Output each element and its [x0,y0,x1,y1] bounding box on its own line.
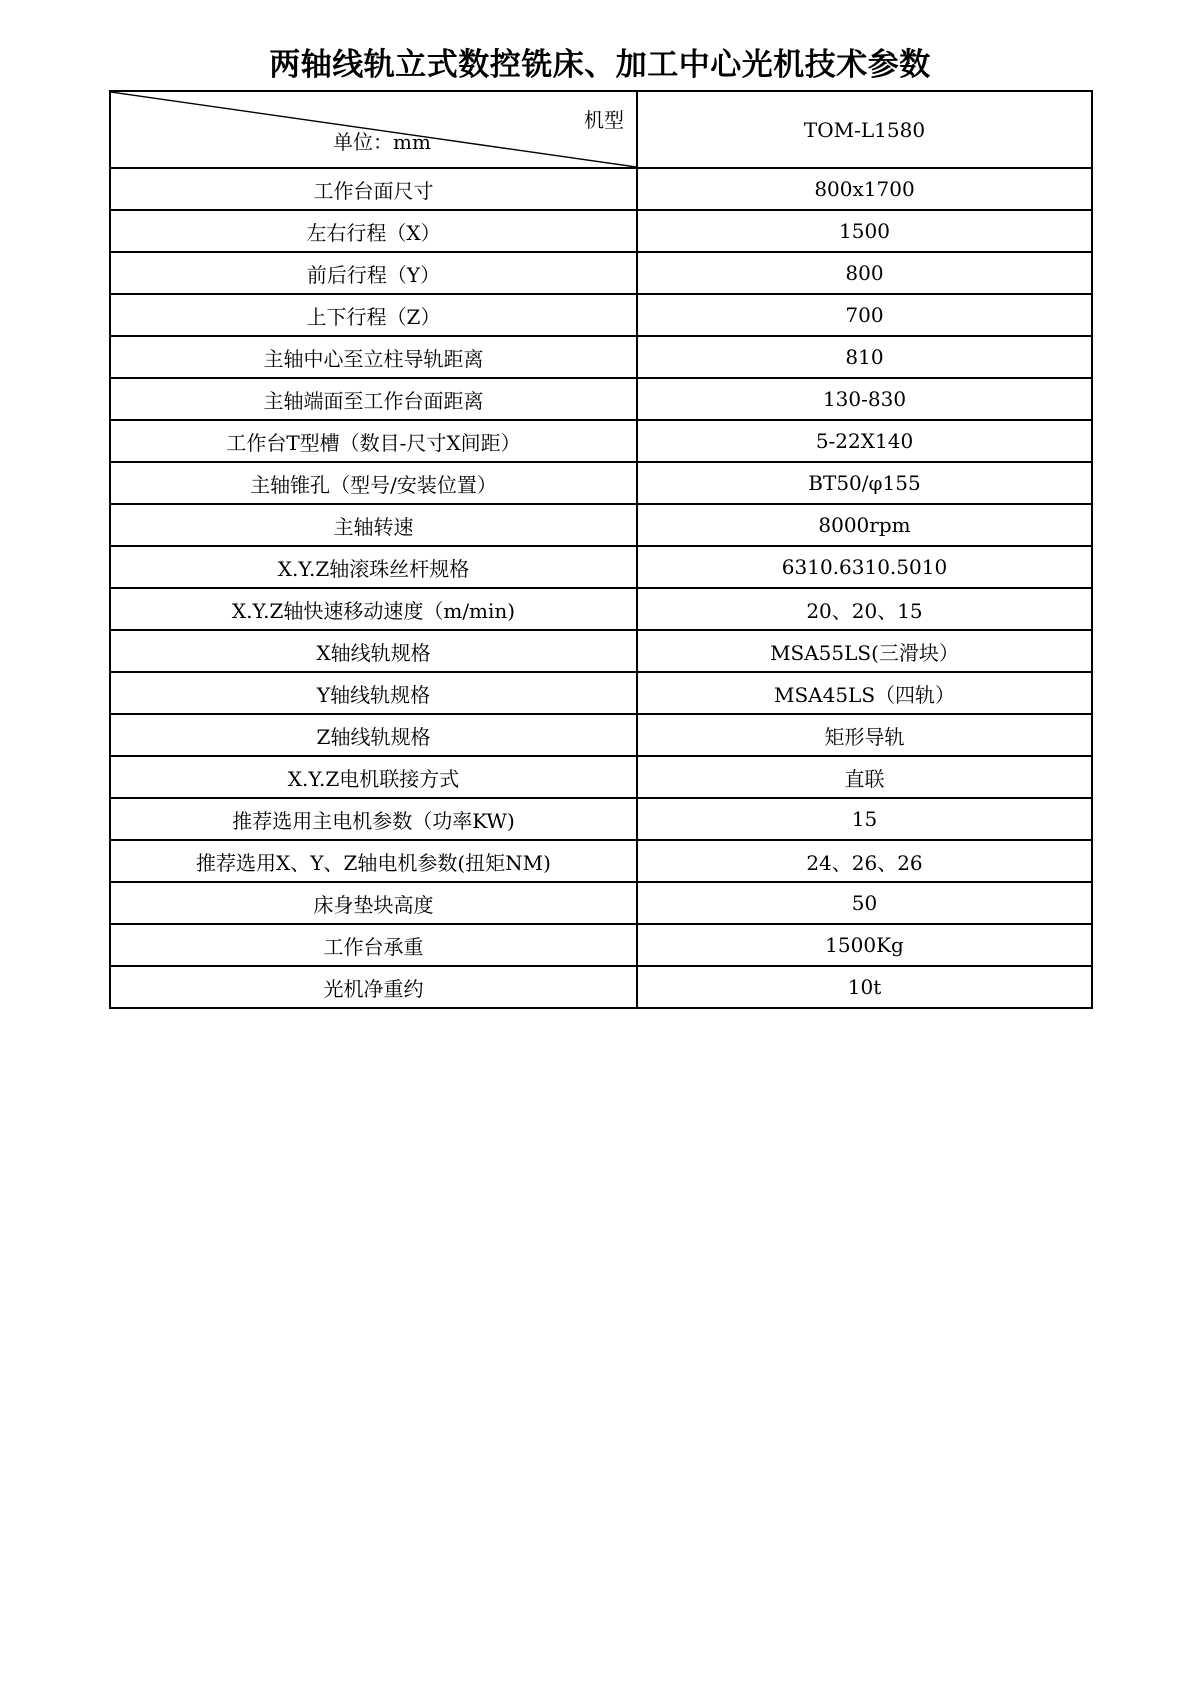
param-name-cell: 推荐选用X、Y、Z轴电机参数(扭矩NM) [110,840,637,882]
table-row [110,294,1092,336]
param-name-cell: 推荐选用主电机参数（功率KW) [110,798,637,840]
table-row [110,546,1092,588]
param-value-cell: 20、20、15 [637,588,1092,630]
table-row [110,378,1092,420]
table-header-row [110,91,1092,168]
param-name-cell: X.Y.Z电机联接方式 [110,756,637,798]
table-row [110,504,1092,546]
param-name-cell: 主轴端面至工作台面距离 [110,378,637,420]
table-row [110,336,1092,378]
param-name-cell: 工作台面尺寸 [110,168,637,210]
param-name-cell: 床身垫块高度 [110,882,637,924]
table-row [110,966,1092,1008]
table-row [110,210,1092,252]
param-value-cell: 24、26、26 [637,840,1092,882]
table-row [110,798,1092,840]
model-header-label: 机型 [584,108,624,132]
param-value-cell: 50 [637,882,1092,924]
param-value-cell: 5-22X140 [637,420,1092,462]
param-value-cell: 6310.6310.5010 [637,546,1092,588]
table-row [110,588,1092,630]
param-value-cell: 1500 [637,210,1092,252]
param-value-cell: MSA55LS(三滑块） [637,630,1092,672]
model-name-cell: TOM-L1580 [637,91,1092,168]
param-value-cell: 8000rpm [637,504,1092,546]
spec-table [109,90,1093,1009]
param-name-cell: Z轴线轨规格 [110,714,637,756]
param-name-cell: X轴线轨规格 [110,630,637,672]
table-row [110,168,1092,210]
param-value-cell: 800 [637,252,1092,294]
table-row [110,714,1092,756]
param-name-cell: 光机净重约 [110,966,637,1008]
param-value-cell: BT50/φ155 [637,462,1092,504]
param-value-cell: 700 [637,294,1092,336]
table-row [110,630,1092,672]
table-row [110,672,1092,714]
param-name-cell: 左右行程（X） [110,210,637,252]
page-title: 两轴线轨立式数控铣床、加工中心光机技术参数 [269,47,931,83]
param-value-cell: 矩形导轨 [637,714,1092,756]
param-name-cell: 前后行程（Y） [110,252,637,294]
param-value-cell: 1500Kg [637,924,1092,966]
table-row [110,882,1092,924]
param-name-cell: 主轴锥孔（型号/安装位置） [110,462,637,504]
table-row [110,462,1092,504]
unit-header-label: 单位：mm [333,130,431,154]
table-row [110,840,1092,882]
table-row [110,420,1092,462]
param-value-cell: 810 [637,336,1092,378]
param-name-cell: 工作台T型槽（数目-尺寸X间距） [110,420,637,462]
param-value-cell: 直联 [637,756,1092,798]
param-name-cell: X.Y.Z轴滚珠丝杆规格 [110,546,637,588]
param-name-cell: 主轴转速 [110,504,637,546]
param-value-cell: 130-830 [637,378,1092,420]
param-name-cell: X.Y.Z轴快速移动速度（m/min) [110,588,637,630]
param-name-cell: 工作台承重 [110,924,637,966]
param-value-cell: 10t [637,966,1092,1008]
table-row [110,924,1092,966]
table-row [110,756,1092,798]
diagonal-header-cell [110,91,637,168]
param-name-cell: Y轴线轨规格 [110,672,637,714]
table-row [110,252,1092,294]
param-name-cell: 主轴中心至立柱导轨距离 [110,336,637,378]
param-name-cell: 上下行程（Z） [110,294,637,336]
param-value-cell: 15 [637,798,1092,840]
param-value-cell: MSA45LS（四轨） [637,672,1092,714]
param-value-cell: 800x1700 [637,168,1092,210]
